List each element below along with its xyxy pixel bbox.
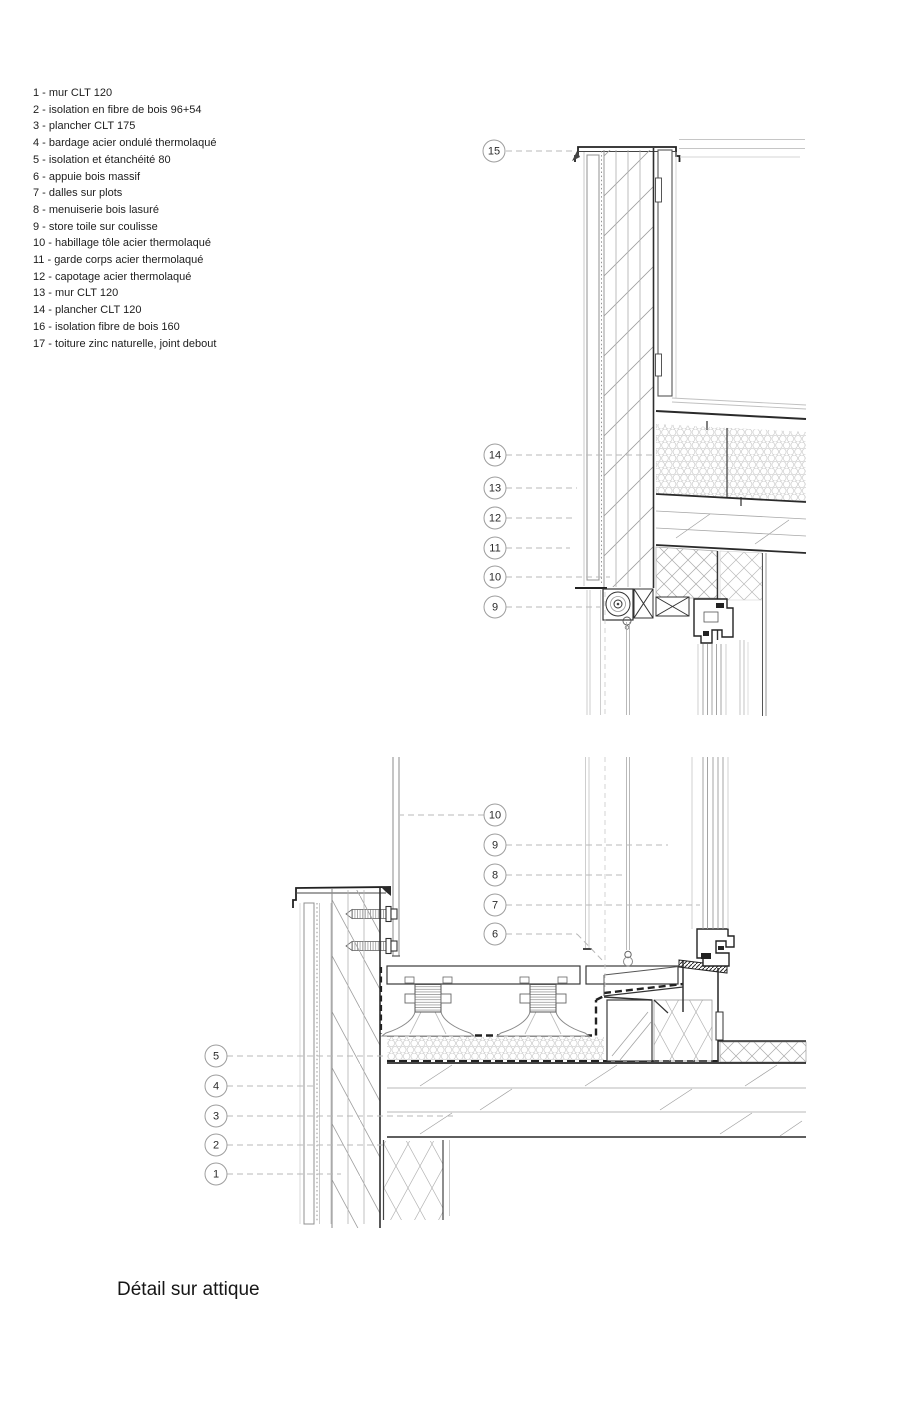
clt-floor xyxy=(387,1063,806,1137)
legend xyxy=(33,85,216,352)
callout-bottom-1: 1 xyxy=(205,1163,228,1186)
legend-item: 5 - isolation et étanchéité 80 xyxy=(33,153,171,166)
callout-bottom-5: 5 xyxy=(205,1045,228,1068)
legend-item: 17 - toiture zinc naturelle, joint debout xyxy=(33,337,217,350)
parapet-inner-board xyxy=(656,150,677,398)
roof-edge-lines xyxy=(679,140,805,158)
legend-item: 6 - appuie bois massif xyxy=(33,170,140,183)
roof-insulation xyxy=(656,424,806,502)
top-detail-drawing xyxy=(506,140,806,717)
bottom-detail-drawing xyxy=(227,757,806,1228)
parapet-cladding xyxy=(584,151,602,586)
slab-pedestals xyxy=(382,985,589,1037)
legend-item: 13 - mur CLT 120 xyxy=(33,287,119,300)
callout-top-11: 11 xyxy=(484,537,507,560)
callout-bottom-8: 8 xyxy=(484,864,507,887)
window-glazing xyxy=(692,757,728,929)
legend-item: 8 - menuiserie bois lasuré xyxy=(33,203,159,216)
callout-bottom-7: 7 xyxy=(484,894,507,917)
callout-bottom-9: 9 xyxy=(484,834,507,857)
callout-top-12: 12 xyxy=(484,507,507,530)
legend-item: 1 - mur CLT 120 xyxy=(33,87,113,99)
callout-bottom-2: 2 xyxy=(205,1134,228,1157)
legend-item: 7 - dalles sur plots xyxy=(33,187,123,200)
legend-item: 10 - habillage tôle acier thermolaqué xyxy=(33,237,211,250)
legend-item: 16 - isolation fibre de bois 160 xyxy=(33,320,180,333)
roller-blind-box xyxy=(575,588,633,629)
legend-item: 11 - garde corps acier thermolaqué xyxy=(33,254,204,267)
window-head-frame xyxy=(694,599,733,643)
legend-item: 14 - plancher CLT 120 xyxy=(33,304,142,317)
legend-item: 12 - capotage acier thermolaqué xyxy=(33,270,192,283)
callout-bottom-10: 10 xyxy=(484,804,507,827)
legend-item: 3 - plancher CLT 175 xyxy=(33,120,136,133)
terrace-slabs xyxy=(387,966,678,984)
sill-support-blocks xyxy=(604,997,712,1061)
roof-buildup xyxy=(656,398,806,553)
drawing-title: Détail sur attique xyxy=(117,1279,260,1300)
wall-layers xyxy=(300,888,381,1228)
window-sill-frame xyxy=(697,929,734,966)
callout-bottom-6: 6 xyxy=(484,923,507,946)
bottom-leaders xyxy=(227,815,700,1174)
legend-item: 4 - bardage acier ondulé thermolaqué xyxy=(33,137,217,150)
guardrail-post xyxy=(392,757,400,956)
interior-insulation-band xyxy=(718,1041,806,1062)
wall-insulation-below-floor xyxy=(383,1140,450,1220)
legend-item: 2 - isolation en fibre de bois 96+54 xyxy=(33,103,202,116)
parapet-clt-wall xyxy=(604,148,654,588)
callout-top-14: 14 xyxy=(484,444,507,467)
callout-top-9: 9 xyxy=(484,596,507,619)
callout-bottom-4: 4 xyxy=(205,1075,228,1098)
callout-top-10: 10 xyxy=(484,566,507,589)
terrace-insulation xyxy=(387,1037,604,1060)
legend-item: 9 - store toile sur coulisse xyxy=(33,220,158,233)
callout-top-13: 13 xyxy=(484,477,507,500)
callout-bottom-3: 3 xyxy=(205,1105,228,1128)
callout-top-15: 15 xyxy=(483,140,506,163)
